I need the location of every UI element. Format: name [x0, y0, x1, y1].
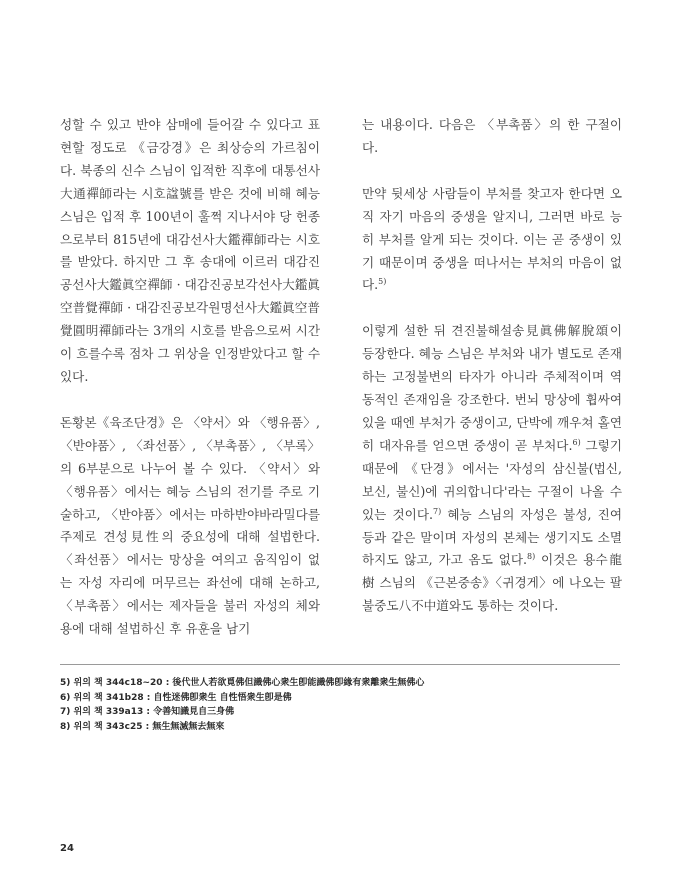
right-text-column [362, 114, 622, 641]
footnotes [60, 676, 620, 734]
text-run: 혜능 스님의 자성은 불성, 진여 등과 같은 말이며 자성의 본체는 생기지도 소멸하지도 않고, 가고 옴도 없다. [362, 506, 622, 568]
footnote-ref-6[interactable]: 6) [572, 437, 581, 447]
footnote-8: 8) 위의 책 343c25 : 無生無滅無去無來 [60, 721, 225, 732]
body-paragraph-3: 는 내용이다. 다음은 〈부촉품〉의 한 구절이다. [362, 117, 622, 155]
text-run: 그렇기 때문에 《단경》에서는 '자성의 삼신불(법신, 보신, 불신)에 귀의합니다'라는 구절이 나올 수 있는 것이다. [362, 437, 622, 522]
quote-text: 만약 뒷세상 사람들이 부처를 찾고자 한다면 오직 자기 마음의 중생을 알지니, 그러면 바로 능히 부처를 알게 되는 것이다. 이는 곧 중생이 있기 때문이며 중생을 떠나서는 부처의 마음이 없다. [362, 185, 622, 293]
body-paragraph-2: 돈황본《육조단경》은 〈약서〉와 〈행유품〉, 〈반야품〉, 〈좌선품〉, 〈부촉품〉, 〈부록〉의 6부분으로 나누어 볼 수 있다. 〈약서〉와 〈행유품〉에서는 혜능 스님의 전기를 주로 기술하고, 〈반야품〉에서는 마하반야바라밀다를 주제로 견성見性의 중요성에 대해 설법한다. 〈좌선품〉에서는 망상을 여의고 움직임이 없는 자성 자리에 머무르는 좌선에 대해 논하고, 〈부촉품〉에서는 제자들을 불러 자성의 체와 용에 대해 설법하신 후 유훈을 남기 [60, 414, 320, 637]
footnote-5: 5) 위의 책 344c18~20 : 後代世人若欲覓佛但識佛心衆生卽能識佛卽緣有衆離衆生無佛心 [60, 678, 425, 688]
footnote-ref-7[interactable]: 7) [433, 506, 442, 516]
body-paragraph-1: 성할 수 있고 반야 삼매에 들어갈 수 있다고 표현할 정도로 《금강경》은 최상승의 가르침이다. 북종의 신수 스님이 입적한 직후에 대통선사大通禪師라는 시호諡號를 받은 것에 비해 혜능 스님은 입적 후 100년이 훌쩍 지나서야 당 헌종으로부터 815년에 대감선사大鑑禪師라는 시호를 받았다. 하지만 그 후 송대에 이르러 대감진공선사大鑑眞空禪師 · 대감진공보각선사大鑑眞空普覺禪師 · 대감진공보각원명선사大鑑眞空普覺圓明禪師라는 3개의 시호를 받음으로써 시간이 흐를수록 점차 그 위상을 인정받았다고 할 수 있다. [60, 117, 320, 384]
footnote-ref-5[interactable]: 5) [378, 277, 387, 287]
footnote-7: 7) 위의 책 339a13 : 令善知識見自三身佛 [60, 707, 235, 718]
text-run: 이것은 용수龍樹 스님의 《근본중송》〈귀경게〉에 나오는 팔불중도八不中道와도 통하는 것이다. [362, 552, 622, 614]
left-text-column [60, 114, 320, 664]
footnote-ref-8[interactable]: 8) [526, 552, 536, 562]
body-paragraph-4 [362, 320, 622, 618]
text-run: 이렇게 설한 뒤 견진불해설송見眞佛解脫頌이 등장한다. 혜능 스님은 부처와 내가 별도로 존재하는 고정불변의 타자가 아니라 주체적이며 역동적인 존재임을 강조한다. 번뇌 망상에 휩싸여 있을 때엔 부처가 중생이고, 단박에 깨우쳐 홀연히 대자유를 얻으면 중생이 곧 부처다. [362, 323, 622, 453]
page-number: 24 [60, 843, 74, 854]
footnote-divider [60, 664, 620, 665]
quoted-passage [362, 183, 622, 298]
footnote-6: 6) 위의 책 341b28 : 自性迷佛卽衆生 自性悟衆生卽是佛 [60, 692, 292, 703]
